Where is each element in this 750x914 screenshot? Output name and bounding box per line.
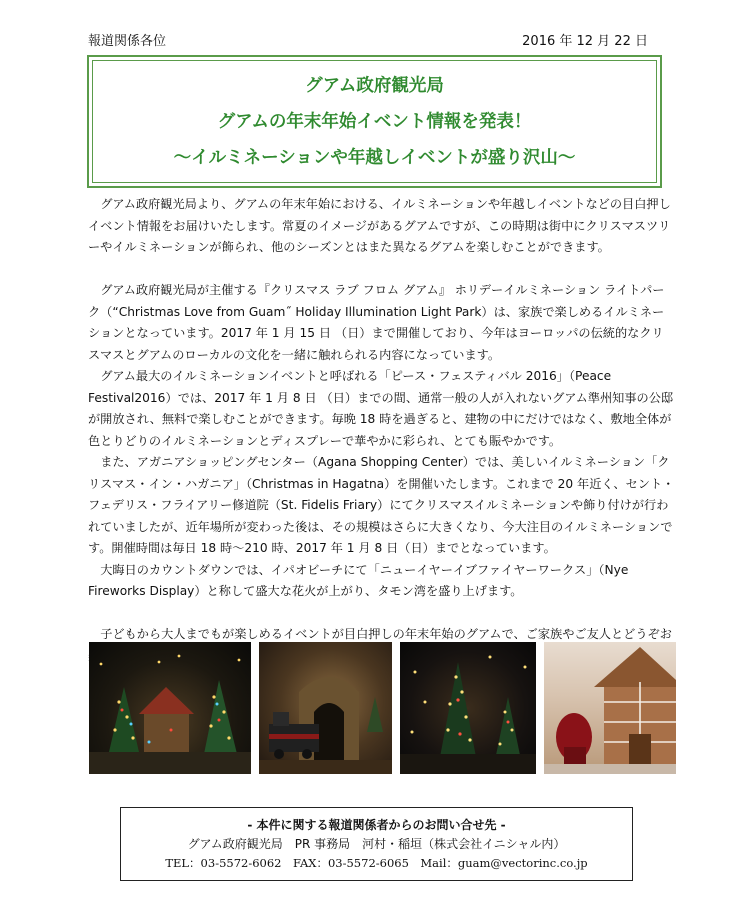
title-box [87,55,662,188]
paragraph-peace-festival: グアム最大のイルミネーションイベントと呼ばれる「ピース・フェスティバル 2016」（Peace Festival2016）では、2017 年 1 月 8 日 （日）までの間、通常一般の人が入れないグアム準州知事の公邸が開放され、無料で楽しむことができます。毎晩 18 時を過ぎると、建物の中にだけではなく、敷地全体が色とりどりのイルミネーションとディスプレーで華やかに彩られ、とても賑やかです。 [88,369,674,448]
contact-box [120,807,633,881]
paragraph-closing: 子どもから大人までもが楽しめるイベントが目白押しの年末年始のグアムで、ご家族やご友人とどうぞお [100,627,672,641]
photo-model-train [259,642,392,774]
photo-gingerbread-house [544,642,676,774]
contact-details: TEL：03-5572-6062 FAX：03-5572-6065 Mail：guam@vectorinc.co.jp [165,855,588,870]
paragraph-intro: グアム政府観光局より、グアムの年末年始における、イルミネーションや年越しイベントなどの目白押しイベント情報をお届けいたします。常夏のイメージがあるグアムですが、この時期は街中にクリスマスツリーやイルミネーションが飾られ、他のシーズンとはまた異なるグアムを楽しむことができます。 [88,197,671,254]
photo-strip [89,642,676,774]
addressee: 報道関係各位 [88,34,167,49]
title-headline: グアムの年末年始イベント情報を発表！ [217,111,532,132]
contact-organization: グアム政府観光局 PR 事務局 河村・稲垣（株式会社イニシャル内） [187,836,566,851]
title-box-inner [92,60,657,183]
paragraph-fireworks: 大晦日のカウントダウンでは、イパオビーチにて「ニューイヤーイブファイヤーワークス」（Nye Fireworks Display）と称して盛大な花火が上がり、タモン湾を盛り上げます。 [88,562,629,598]
photo-illumination-village [89,642,251,774]
paragraph-gap [88,259,675,281]
paragraph-agana-shopping: また、アガニアショッピングセンター（Agana Shopping Center）では、美しいイルミネーション「クリスマス・イン・ハガニア」（Christmas in Hagatna）を開催いたします。これまで 20 年近く、セント・フェデリス・フライアリー修道院（St. Fidelis Friary）にてクリスマスイルミネーションや飾り付けが行われていましたが、近年場所が変わった後は、その規模はさらに大きくなり、今大注目のイルミネーションです。開催時間は毎日 18 時〜210 時、2017 年 1 月 8 日（日）までとなっています。 [88,455,675,555]
contact-heading: - 本件に関する報道関係者からのお問い合せ先 - [247,817,506,832]
title-organization: グアム政府観光局 [305,75,444,96]
title-subheadline: 〜イルミネーションや年越しイベントが盛り沢山〜 [173,147,576,168]
photo-night-display [400,642,536,774]
press-release-body [88,194,675,667]
paragraph-gap [88,603,675,625]
release-date: 2016 年 12 月 22 日 [522,34,648,49]
paragraph-light-park: グアム政府観光局が主催する『クリスマス ラブ フロム グアム』 ホリデーイルミネーション ライトパーク（“Christmas Love from Guam˝ Holiday Illumination Light Park）は、家族で楽しめるイルミネーションとなっています。2017 年 1 月 15 日 （日）まで開催しており、今年はヨーロッパの伝統的なクリスマスとグアムのローカルの文化を一緒に触れられる内容になっています。 [88,283,665,362]
